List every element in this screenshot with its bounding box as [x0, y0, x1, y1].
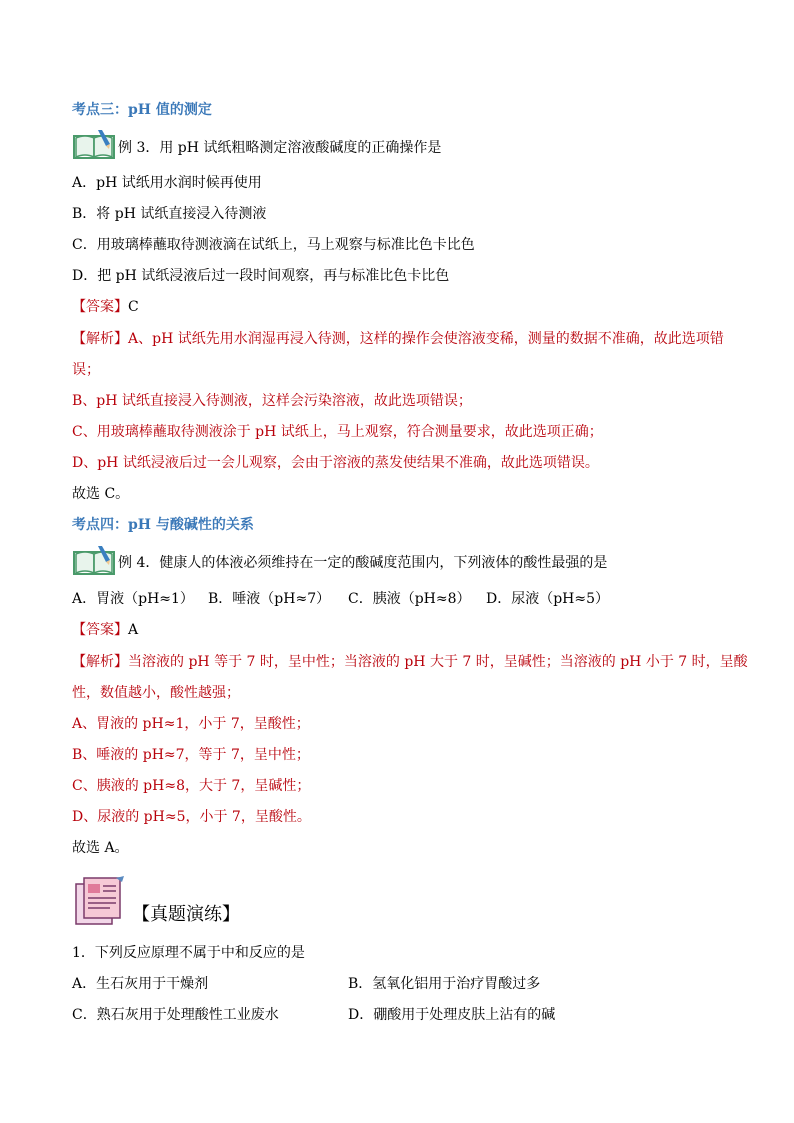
example3-option-b: B．将 pH 试纸直接浸入待测液 [72, 206, 267, 222]
example3-option-d: D．把 pH 试纸浸液后过一段时间观察，再与标准比色卡比色 [72, 268, 450, 284]
example3-analysis-line: 误； [72, 362, 100, 378]
example4-question: 例 4．健康人的体液必须维持在一定的酸碱度范围内，下列液体的酸性最强的是 [118, 555, 608, 571]
example4-analysis-line: B、唾液的 pH≈7，等于 7，呈中性； [72, 747, 310, 763]
answer-value: A [128, 622, 139, 638]
example3-analysis-line: B、pH 试纸直接浸入待测液，这样会污染溶液，故此选项错误； [72, 393, 472, 409]
example4-analysis-line: C、胰液的 pH≈8，大于 7，呈碱性； [72, 778, 311, 794]
practice-option-a: A．生石灰用于干燥剂 [72, 976, 209, 992]
example3-option-a: A．pH 试纸用水润时候再使用 [72, 175, 262, 191]
practice-options-row2 [72, 1005, 712, 1025]
example4-option-d: D．尿液（pH≈5） [486, 591, 610, 607]
example4-analysis-line: D、尿液的 pH≈5，小于 7，呈酸性。 [72, 809, 311, 825]
analysis-tag: 【解析】 [72, 331, 128, 347]
example3-question: 例 3．用 pH 试纸粗略测定溶液酸碱度的正确操作是 [118, 140, 442, 156]
example3-analysis-line: C、用玻璃棒蘸取待测液涂于 pH 试纸上，马上观察，符合测量要求，故此选项正确； [72, 424, 603, 440]
practice-heading: 【真题演练】 [132, 904, 240, 925]
book-pencil-icon [72, 544, 118, 576]
section3-title: 考点三：pH 值的测定 [72, 102, 212, 118]
example3-analysis-line: 【解析】A、pH 试纸先用水润湿再浸入待测，这样的操作会使溶液变稀，测量的数据不准确，故此选项错 [72, 331, 724, 347]
example4-analysis-line: A、胃液的 pH≈1，小于 7，呈酸性； [72, 716, 310, 732]
answer-tag: 【答案】 [72, 299, 128, 315]
example4-answer [72, 620, 138, 640]
example4-option-a: A．胃液（pH≈1） [72, 591, 194, 607]
practice-option-c: C．熟石灰用于处理酸性工业废水 [72, 1007, 279, 1023]
answer-value: C [128, 299, 139, 315]
example3-conclusion: 故选 C。 [72, 486, 130, 502]
book-pencil-icon [72, 128, 118, 160]
example3-answer [72, 297, 139, 317]
answer-tag: 【答案】 [72, 622, 128, 638]
example4-conclusion: 故选 A。 [72, 840, 129, 856]
practice-question: 1．下列反应原理不属于中和反应的是 [72, 945, 305, 961]
example4-analysis-line: 性，数值越小，酸性越强； [72, 685, 240, 701]
example3-option-c: C．用玻璃棒蘸取待测液滴在试纸上，马上观察与标准比色卡比色 [72, 237, 475, 253]
practice-options-row1 [72, 974, 712, 994]
section4-title: 考点四：pH 与酸碱性的关系 [72, 517, 254, 533]
example3-analysis-line: D、pH 试纸浸液后过一会儿观察，会由于溶液的蒸发使结果不准确，故此选项错误。 [72, 455, 599, 471]
practice-option-d: D．硼酸用于处理皮肤上沾有的碱 [348, 1007, 556, 1023]
example4-options [72, 589, 672, 609]
example4-option-c: C．胰液（pH≈8） [348, 591, 471, 607]
example4-option-b: B．唾液（pH≈7） [208, 591, 331, 607]
example4-analysis-line: 【解析】当溶液的 pH 等于 7 时，呈中性；当溶液的 pH 大于 7 时，呈碱性；当溶液的 pH 小于 7 时，呈酸 [72, 654, 748, 670]
document-stack-icon [72, 874, 128, 928]
practice-option-b: B．氢氧化铝用于治疗胃酸过多 [348, 976, 541, 992]
analysis-tag: 【解析】 [72, 654, 128, 670]
